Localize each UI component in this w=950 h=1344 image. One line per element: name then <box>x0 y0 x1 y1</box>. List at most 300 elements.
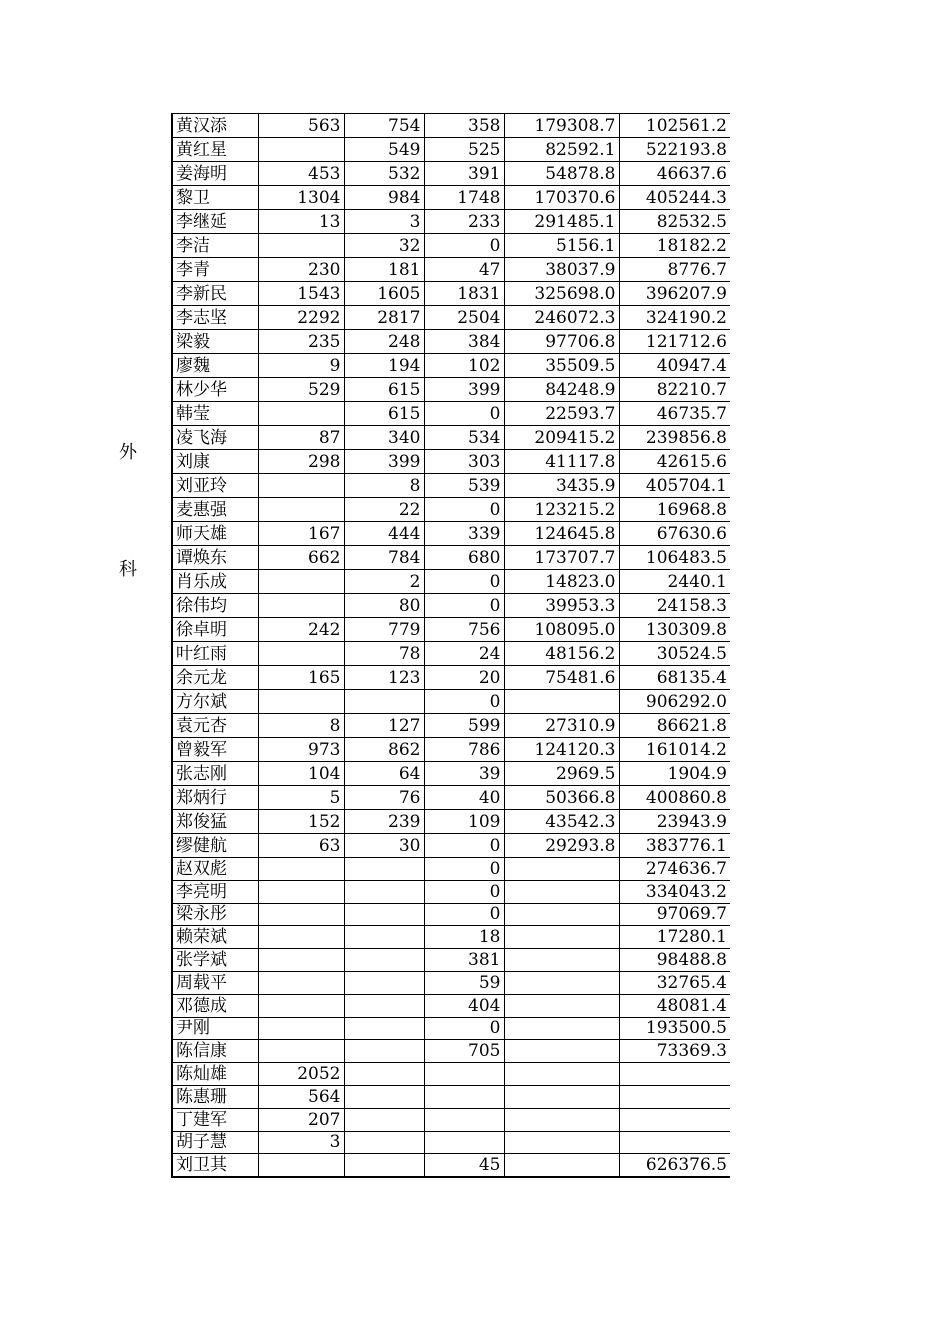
count-col-2-cell: 22 <box>344 498 424 522</box>
table-row <box>172 1017 730 1040</box>
count-col-1-cell: 9 <box>258 354 344 378</box>
count-col-3-cell: 109 <box>424 810 504 834</box>
count-col-1-cell: 662 <box>258 546 344 570</box>
count-col-2-cell: 127 <box>344 714 424 738</box>
count-col-3-cell: 20 <box>424 666 504 690</box>
amount-col-2-cell: 68135.4 <box>619 666 730 690</box>
amount-col-1-cell: 123215.2 <box>504 498 619 522</box>
table-row <box>172 426 730 450</box>
count-col-3-cell: 705 <box>424 1040 504 1063</box>
table-row <box>172 474 730 498</box>
amount-col-1-cell: 35509.5 <box>504 354 619 378</box>
doctor-name-cell: 刘亚玲 <box>172 474 258 498</box>
count-col-2-cell: 181 <box>344 258 424 282</box>
count-col-3-cell: 525 <box>424 138 504 162</box>
table-row <box>172 903 730 926</box>
count-col-2-cell: 248 <box>344 330 424 354</box>
amount-col-2-cell: 906292.0 <box>619 690 730 714</box>
count-col-3-cell: 0 <box>424 690 504 714</box>
count-col-1-cell <box>258 1154 344 1177</box>
doctor-name-cell: 李志坚 <box>172 306 258 330</box>
count-col-2-cell: 444 <box>344 522 424 546</box>
doctor-name-cell: 凌飞海 <box>172 426 258 450</box>
count-col-3-cell: 399 <box>424 378 504 402</box>
amount-col-1-cell <box>504 1040 619 1063</box>
count-col-2-cell <box>344 858 424 881</box>
count-col-1-cell <box>258 903 344 926</box>
doctor-name-cell: 叶红雨 <box>172 642 258 666</box>
table-row <box>172 522 730 546</box>
count-col-2-cell <box>344 1040 424 1063</box>
amount-col-1-cell <box>504 1154 619 1177</box>
amount-col-2-cell: 17280.1 <box>619 926 730 949</box>
amount-col-2-cell <box>619 1085 730 1108</box>
count-col-3-cell: 539 <box>424 474 504 498</box>
count-col-2-cell: 862 <box>344 738 424 762</box>
doctor-name-cell: 张学斌 <box>172 949 258 972</box>
doctor-name-cell: 麦惠强 <box>172 498 258 522</box>
count-col-1-cell: 230 <box>258 258 344 282</box>
amount-col-1-cell: 27310.9 <box>504 714 619 738</box>
amount-col-2-cell: 396207.9 <box>619 282 730 306</box>
count-col-3-cell: 534 <box>424 426 504 450</box>
department-label-char-1: 外 <box>119 442 137 463</box>
count-col-1-cell: 3 <box>258 1131 344 1154</box>
table-row <box>172 880 730 903</box>
count-col-3-cell: 0 <box>424 594 504 618</box>
count-col-2-cell <box>344 971 424 994</box>
count-col-1-cell <box>258 690 344 714</box>
count-col-2-cell: 340 <box>344 426 424 450</box>
amount-col-1-cell <box>504 1085 619 1108</box>
count-col-3-cell: 381 <box>424 949 504 972</box>
count-col-1-cell <box>258 474 344 498</box>
count-col-2-cell <box>344 690 424 714</box>
table-row <box>172 1063 730 1086</box>
count-col-2-cell: 64 <box>344 762 424 786</box>
department-label-char-2: 科 <box>119 559 137 580</box>
count-col-3-cell: 0 <box>424 498 504 522</box>
amount-col-2-cell: 98488.8 <box>619 949 730 972</box>
count-col-2-cell: 76 <box>344 786 424 810</box>
count-col-3-cell: 47 <box>424 258 504 282</box>
amount-col-1-cell: 179308.7 <box>504 114 619 138</box>
doctor-name-cell: 李新民 <box>172 282 258 306</box>
count-col-1-cell: 63 <box>258 834 344 858</box>
table-row <box>172 786 730 810</box>
amount-col-1-cell <box>504 1108 619 1131</box>
amount-col-1-cell: 14823.0 <box>504 570 619 594</box>
count-col-1-cell: 13 <box>258 210 344 234</box>
amount-col-1-cell: 5156.1 <box>504 234 619 258</box>
amount-col-1-cell <box>504 1017 619 1040</box>
count-col-1-cell <box>258 234 344 258</box>
doctor-name-cell: 刘康 <box>172 450 258 474</box>
count-col-1-cell: 207 <box>258 1108 344 1131</box>
count-col-2-cell: 80 <box>344 594 424 618</box>
count-col-2-cell: 615 <box>344 378 424 402</box>
amount-col-1-cell <box>504 690 619 714</box>
count-col-1-cell: 165 <box>258 666 344 690</box>
count-col-3-cell: 0 <box>424 858 504 881</box>
table-body <box>172 114 730 1177</box>
table-row <box>172 858 730 881</box>
amount-col-2-cell: 522193.8 <box>619 138 730 162</box>
table-row <box>172 971 730 994</box>
count-col-1-cell: 973 <box>258 738 344 762</box>
count-col-1-cell: 87 <box>258 426 344 450</box>
doctor-name-cell: 陈信康 <box>172 1040 258 1063</box>
count-col-3-cell: 680 <box>424 546 504 570</box>
amount-col-2-cell: 383776.1 <box>619 834 730 858</box>
doctor-name-cell: 李洁 <box>172 234 258 258</box>
doctor-name-cell: 郑俊猛 <box>172 810 258 834</box>
amount-col-2-cell: 239856.8 <box>619 426 730 450</box>
amount-col-2-cell: 130309.8 <box>619 618 730 642</box>
count-col-3-cell: 2504 <box>424 306 504 330</box>
count-col-3-cell: 756 <box>424 618 504 642</box>
doctor-name-cell: 尹刚 <box>172 1017 258 1040</box>
amount-col-2-cell: 82210.7 <box>619 378 730 402</box>
amount-col-1-cell: 38037.9 <box>504 258 619 282</box>
count-col-2-cell: 549 <box>344 138 424 162</box>
count-col-2-cell <box>344 1063 424 1086</box>
count-col-1-cell: 235 <box>258 330 344 354</box>
count-col-1-cell: 1304 <box>258 186 344 210</box>
table-row <box>172 834 730 858</box>
table-row <box>172 1085 730 1108</box>
amount-col-1-cell: 209415.2 <box>504 426 619 450</box>
doctor-name-cell: 方尔斌 <box>172 690 258 714</box>
count-col-1-cell <box>258 1040 344 1063</box>
count-col-1-cell <box>258 994 344 1017</box>
doctor-name-cell: 李继延 <box>172 210 258 234</box>
amount-col-1-cell: 170370.6 <box>504 186 619 210</box>
amount-col-1-cell <box>504 1063 619 1086</box>
count-col-3-cell: 0 <box>424 1017 504 1040</box>
count-col-2-cell <box>344 949 424 972</box>
count-col-2-cell <box>344 880 424 903</box>
count-col-2-cell: 1605 <box>344 282 424 306</box>
amount-col-1-cell: 108095.0 <box>504 618 619 642</box>
table-row <box>172 498 730 522</box>
table-row <box>172 210 730 234</box>
table-row <box>172 926 730 949</box>
doctor-name-cell: 韩莹 <box>172 402 258 426</box>
count-col-3-cell: 391 <box>424 162 504 186</box>
amount-col-1-cell: 84248.9 <box>504 378 619 402</box>
doctor-name-cell: 李青 <box>172 258 258 282</box>
doctor-name-cell: 林少华 <box>172 378 258 402</box>
table-row <box>172 1131 730 1154</box>
amount-col-1-cell <box>504 858 619 881</box>
doctor-name-cell: 邓德成 <box>172 994 258 1017</box>
table-row <box>172 618 730 642</box>
amount-col-2-cell: 23943.9 <box>619 810 730 834</box>
table-row <box>172 138 730 162</box>
count-col-3-cell: 0 <box>424 903 504 926</box>
amount-col-1-cell <box>504 994 619 1017</box>
amount-col-1-cell: 124645.8 <box>504 522 619 546</box>
count-col-2-cell: 615 <box>344 402 424 426</box>
amount-col-1-cell: 2969.5 <box>504 762 619 786</box>
count-col-3-cell: 18 <box>424 926 504 949</box>
amount-col-1-cell: 29293.8 <box>504 834 619 858</box>
count-col-1-cell: 152 <box>258 810 344 834</box>
amount-col-1-cell: 22593.7 <box>504 402 619 426</box>
count-col-1-cell: 564 <box>258 1085 344 1108</box>
amount-col-2-cell: 18182.2 <box>619 234 730 258</box>
table-row <box>172 306 730 330</box>
amount-col-1-cell: 39953.3 <box>504 594 619 618</box>
doctor-name-cell: 郑炳行 <box>172 786 258 810</box>
amount-col-2-cell: 161014.2 <box>619 738 730 762</box>
amount-col-1-cell: 246072.3 <box>504 306 619 330</box>
amount-col-2-cell: 274636.7 <box>619 858 730 881</box>
amount-col-2-cell: 405704.1 <box>619 474 730 498</box>
amount-col-1-cell <box>504 1131 619 1154</box>
count-col-1-cell: 242 <box>258 618 344 642</box>
amount-col-2-cell: 324190.2 <box>619 306 730 330</box>
count-col-1-cell <box>258 1017 344 1040</box>
count-col-1-cell <box>258 926 344 949</box>
count-col-3-cell <box>424 1131 504 1154</box>
doctor-name-cell: 黄汉添 <box>172 114 258 138</box>
amount-col-2-cell: 86621.8 <box>619 714 730 738</box>
count-col-3-cell <box>424 1085 504 1108</box>
amount-col-2-cell: 106483.5 <box>619 546 730 570</box>
count-col-2-cell <box>344 903 424 926</box>
count-col-2-cell: 984 <box>344 186 424 210</box>
count-col-3-cell: 1831 <box>424 282 504 306</box>
table-row <box>172 714 730 738</box>
table-row <box>172 594 730 618</box>
doctor-name-cell: 梁永彤 <box>172 903 258 926</box>
count-col-1-cell <box>258 402 344 426</box>
count-col-3-cell: 1748 <box>424 186 504 210</box>
count-col-3-cell: 0 <box>424 834 504 858</box>
count-col-3-cell: 358 <box>424 114 504 138</box>
count-col-2-cell: 2817 <box>344 306 424 330</box>
count-col-2-cell <box>344 926 424 949</box>
table-row <box>172 258 730 282</box>
amount-col-1-cell: 124120.3 <box>504 738 619 762</box>
count-col-2-cell <box>344 1085 424 1108</box>
count-col-1-cell <box>258 570 344 594</box>
amount-col-2-cell: 73369.3 <box>619 1040 730 1063</box>
amount-col-2-cell: 97069.7 <box>619 903 730 926</box>
amount-col-1-cell <box>504 880 619 903</box>
count-col-3-cell: 303 <box>424 450 504 474</box>
amount-col-2-cell: 24158.3 <box>619 594 730 618</box>
doctor-name-cell: 缪健航 <box>172 834 258 858</box>
count-col-1-cell: 529 <box>258 378 344 402</box>
table-row <box>172 162 730 186</box>
doctor-name-cell: 刘卫其 <box>172 1154 258 1177</box>
table-row <box>172 666 730 690</box>
amount-col-1-cell: 50366.8 <box>504 786 619 810</box>
table-row <box>172 330 730 354</box>
doctor-name-cell: 陈灿雄 <box>172 1063 258 1086</box>
doctor-name-cell: 丁建军 <box>172 1108 258 1131</box>
doctor-name-cell: 姜海明 <box>172 162 258 186</box>
amount-col-1-cell: 82592.1 <box>504 138 619 162</box>
amount-col-2-cell: 193500.5 <box>619 1017 730 1040</box>
amount-col-1-cell <box>504 903 619 926</box>
amount-col-2-cell <box>619 1131 730 1154</box>
amount-col-2-cell: 42615.6 <box>619 450 730 474</box>
amount-col-2-cell <box>619 1108 730 1131</box>
doctor-name-cell: 廖魏 <box>172 354 258 378</box>
amount-col-2-cell: 46735.7 <box>619 402 730 426</box>
count-col-2-cell <box>344 994 424 1017</box>
amount-col-2-cell: 1904.9 <box>619 762 730 786</box>
count-col-2-cell: 30 <box>344 834 424 858</box>
doctor-name-cell: 曾毅军 <box>172 738 258 762</box>
count-col-2-cell <box>344 1108 424 1131</box>
amount-col-1-cell <box>504 926 619 949</box>
amount-col-2-cell: 32765.4 <box>619 971 730 994</box>
count-col-1-cell <box>258 858 344 881</box>
doctor-name-cell: 徐卓明 <box>172 618 258 642</box>
count-col-2-cell: 754 <box>344 114 424 138</box>
doctor-name-cell: 李亮明 <box>172 880 258 903</box>
table-row <box>172 282 730 306</box>
count-col-2-cell: 8 <box>344 474 424 498</box>
table-row <box>172 762 730 786</box>
count-col-1-cell <box>258 138 344 162</box>
table-row <box>172 994 730 1017</box>
doctor-name-cell: 梁毅 <box>172 330 258 354</box>
count-col-2-cell: 32 <box>344 234 424 258</box>
count-col-1-cell <box>258 949 344 972</box>
doctor-name-cell: 肖乐成 <box>172 570 258 594</box>
amount-col-2-cell: 16968.8 <box>619 498 730 522</box>
count-col-3-cell: 0 <box>424 880 504 903</box>
count-col-1-cell <box>258 971 344 994</box>
doctor-name-cell: 师天雄 <box>172 522 258 546</box>
count-col-3-cell: 59 <box>424 971 504 994</box>
amount-col-2-cell: 102561.2 <box>619 114 730 138</box>
count-col-1-cell: 104 <box>258 762 344 786</box>
count-col-3-cell: 0 <box>424 402 504 426</box>
count-col-3-cell: 102 <box>424 354 504 378</box>
doctor-name-cell: 谭焕东 <box>172 546 258 570</box>
count-col-1-cell: 8 <box>258 714 344 738</box>
amount-col-2-cell: 67630.6 <box>619 522 730 546</box>
amount-col-1-cell: 325698.0 <box>504 282 619 306</box>
table-row <box>172 810 730 834</box>
doctor-name-cell: 胡子慧 <box>172 1131 258 1154</box>
count-col-3-cell: 384 <box>424 330 504 354</box>
amount-col-2-cell: 30524.5 <box>619 642 730 666</box>
count-col-2-cell: 2 <box>344 570 424 594</box>
table-row <box>172 949 730 972</box>
count-col-2-cell: 779 <box>344 618 424 642</box>
count-col-3-cell: 40 <box>424 786 504 810</box>
amount-col-2-cell: 48081.4 <box>619 994 730 1017</box>
amount-col-2-cell: 626376.5 <box>619 1154 730 1177</box>
amount-col-1-cell: 41117.8 <box>504 450 619 474</box>
amount-col-1-cell: 3435.9 <box>504 474 619 498</box>
count-col-3-cell: 233 <box>424 210 504 234</box>
table-row <box>172 114 730 138</box>
table-row <box>172 642 730 666</box>
amount-col-1-cell: 43542.3 <box>504 810 619 834</box>
count-col-2-cell: 399 <box>344 450 424 474</box>
count-col-3-cell <box>424 1108 504 1131</box>
doctor-name-cell: 袁元杏 <box>172 714 258 738</box>
count-col-3-cell: 339 <box>424 522 504 546</box>
count-col-2-cell: 194 <box>344 354 424 378</box>
count-col-2-cell: 3 <box>344 210 424 234</box>
amount-col-1-cell: 173707.7 <box>504 546 619 570</box>
table-row <box>172 1154 730 1177</box>
count-col-2-cell: 784 <box>344 546 424 570</box>
count-col-2-cell: 123 <box>344 666 424 690</box>
count-col-1-cell: 1543 <box>258 282 344 306</box>
count-col-3-cell <box>424 1063 504 1086</box>
count-col-1-cell: 453 <box>258 162 344 186</box>
amount-col-2-cell: 121712.6 <box>619 330 730 354</box>
count-col-3-cell: 0 <box>424 570 504 594</box>
count-col-3-cell: 786 <box>424 738 504 762</box>
count-col-3-cell: 39 <box>424 762 504 786</box>
count-col-3-cell: 45 <box>424 1154 504 1177</box>
amount-col-1-cell <box>504 971 619 994</box>
count-col-3-cell: 24 <box>424 642 504 666</box>
count-col-1-cell <box>258 880 344 903</box>
count-col-3-cell: 599 <box>424 714 504 738</box>
amount-col-2-cell <box>619 1063 730 1086</box>
table-row <box>172 354 730 378</box>
count-col-1-cell <box>258 642 344 666</box>
amount-col-1-cell: 291485.1 <box>504 210 619 234</box>
doctor-name-cell: 余元龙 <box>172 666 258 690</box>
count-col-2-cell: 532 <box>344 162 424 186</box>
count-col-1-cell: 298 <box>258 450 344 474</box>
table-row <box>172 1108 730 1131</box>
doctor-stats-table <box>171 113 730 1178</box>
amount-col-2-cell: 82532.5 <box>619 210 730 234</box>
count-col-3-cell: 0 <box>424 234 504 258</box>
amount-col-2-cell: 8776.7 <box>619 258 730 282</box>
table-row <box>172 402 730 426</box>
doctor-name-cell: 陈惠珊 <box>172 1085 258 1108</box>
doctor-name-cell: 赵双彪 <box>172 858 258 881</box>
doctor-name-cell: 周载平 <box>172 971 258 994</box>
table-row <box>172 690 730 714</box>
count-col-1-cell: 2052 <box>258 1063 344 1086</box>
doctor-name-cell: 黎卫 <box>172 186 258 210</box>
count-col-1-cell: 167 <box>258 522 344 546</box>
amount-col-2-cell: 405244.3 <box>619 186 730 210</box>
table-row <box>172 378 730 402</box>
amount-col-2-cell: 400860.8 <box>619 786 730 810</box>
table-row <box>172 186 730 210</box>
table-row <box>172 1040 730 1063</box>
amount-col-1-cell: 48156.2 <box>504 642 619 666</box>
amount-col-1-cell: 75481.6 <box>504 666 619 690</box>
amount-col-2-cell: 334043.2 <box>619 880 730 903</box>
table-row <box>172 546 730 570</box>
count-col-3-cell: 404 <box>424 994 504 1017</box>
count-col-1-cell: 2292 <box>258 306 344 330</box>
doctor-name-cell: 黄红星 <box>172 138 258 162</box>
table-row <box>172 450 730 474</box>
doctor-name-cell: 张志刚 <box>172 762 258 786</box>
amount-col-2-cell: 46637.6 <box>619 162 730 186</box>
